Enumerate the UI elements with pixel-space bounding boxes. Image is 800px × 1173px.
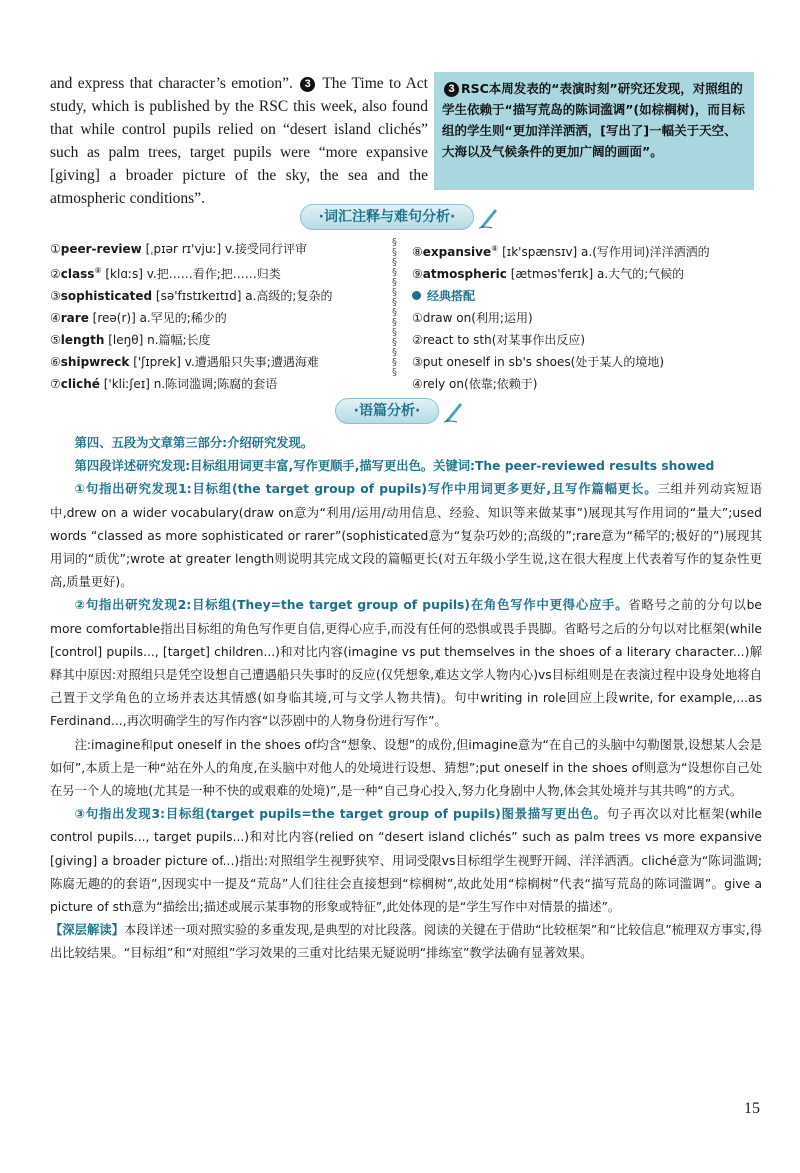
analysis-p1: 第四、五段为文章第三部分:介绍研究发现。 [74, 436, 314, 450]
analysis-section-header [280, 398, 520, 424]
collocation-item: ④rely on(依靠;依赖于) [412, 377, 538, 391]
sentence-marker-3: 3 [300, 77, 315, 92]
pen-icon [478, 205, 500, 229]
vocab-item: ③sophisticated [sə'fɪstɪkeɪtɪd] a.高级的;复杂的 [50, 289, 333, 303]
column-divider: § § § § § § § § § § § § § § [392, 237, 397, 378]
vocab-item: ⑤length [leŋθ] n.篇幅;长度 [50, 333, 211, 347]
translation-marker: 3 [444, 82, 459, 97]
collocation-item: ①draw on(利用;运用) [412, 311, 533, 325]
vocab-item: ⑨atmospheric [ætməs'ferɪk] a.大气的;气候的 [412, 267, 685, 281]
vocab-item: ⑧expansive⑧ [ɪk'spænsɪv] a.(写作用词)洋洋洒洒的 [412, 244, 710, 259]
vocab-item: ⑦cliché ['kliːʃeɪ] n.陈词滥调;陈腐的套语 [50, 377, 278, 391]
deep-reading: 【深层解读】本段详述一项对照实验的多重发现,是典型的对比段落。阅读的关键在于借助“比较框架”和“比较信息”梳理双方事实,得出比较结果。“目标组”和“对照组”学习效果的三重对比结果无疑说明“排练室”教学法确有显著效果。 [50, 923, 762, 961]
collocations-header: 经典搭配 [412, 285, 710, 307]
discourse-analysis [50, 432, 762, 966]
page-number: 15 [744, 1100, 760, 1117]
analysis-p2: 第四段详述研究发现:目标组用词更丰富,写作更顺手,描写更出色。关键词:The peer-reviewed results showed [74, 459, 715, 474]
vocab-item: ⑥shipwreck ['ʃɪprek] v.遭遇船只失事;遭遇海难 [50, 355, 319, 369]
bullet-icon [412, 291, 421, 300]
english-passage [50, 72, 428, 210]
analysis-p4: ②句指出研究发现2:目标组(They=the target group of pupils)在角色写作中更得心应手。省略号之前的分句以be more comfortable指出目标组的角色写作更自信,更得心应手,而没有任何的恐惧或畏手畏脚。省略号之后的分句以对比框架(while [control] pupils..., [target] children...)和对比内容(imagine vs put themselves in the shoes of a literary character...)解释其中原因:对照组只是凭空设想自己遭遇船只失事时的反应(仅凭想象,难达文学人物内心)vs目标组则是在表演过程中设身处地将自己置于文学角色的立场并表达其情感(如身临其境,可与文学人物共情)。句中writing in role回应上段write, for example,...as Ferdinand...,再次明确学生的写作内容“以莎剧中的人物身份进行写作”。 [50, 598, 762, 729]
vocab-item: ②class⑧ [klɑːs] v.把……看作;把……归类 [50, 266, 281, 281]
vocab-section-header [250, 204, 550, 230]
analysis-p6: ③句指出发现3:目标组(target pupils=the target group of pupils)图景描写更出色。句子再次以对比框架(while control pupils..., target pupils...)和对比内容(relied on “desert island clichés” such as palm trees vs more expansive [giving] a broader picture of...)指出:对照组学生视野狭窄、用词受限vs目标组学生视野开阔、洋洋洒洒。cliché意为“陈词滥调;陈腐无趣的的套语”,因现实中一提及“荒岛”人们往往会直接想到“棕榈树”,故此处用“棕榈树”代表“描写荒岛的陈词滥调”。give a picture of sth意为“描绘出;描述或展示某事物的形象或特征”,此处体现的是“学生写作中对情景的描述”。 [50, 807, 762, 915]
passage-line1a: and express that character’s emotion”. [50, 75, 293, 92]
passage-line1b: The Time to Act [322, 75, 428, 92]
vocab-item: ④rare [reə(r)] a.罕见的;稀少的 [50, 311, 227, 325]
vocab-list-right [412, 238, 710, 395]
analysis-note: 注:imagine和put oneself in the shoes of均含“想象、设想”的成份,但imagine意为“在自己的头脑中勾勒图景,设想某人会是如何”,本质上是一种“站在外人的角度,在头脑中对他人的处境进行设想、猜想”;put oneself in the shoes of则意为“设想你自己处在另一个人的境地(尤其是一种不快的或艰难的处境)”,是一种“自己身心投入,努力化身剧中人物,体会其处境并与其共鸣”的方式。 [50, 737, 762, 799]
vocab-item: ①peer-review [ˌpɪər rɪ'vjuː] v.接受同行评审 [50, 242, 308, 256]
translation-text: RSC本周发表的“表演时刻”研究还发现，对照组的学生依赖于“描写荒岛的陈词滥调”(如棕榈树)，而目标组的学生则“更加洋洋洒洒，[写出了]一幅关于天空、大海以及气候条件的更加广阔的画面”。 [442, 81, 745, 159]
collocation-item: ③put oneself in sb's shoes(处于某人的境地) [412, 355, 665, 369]
passage-rest: study, which is published by the RSC this week, also found that while control pupils relied on “desert island clichés” such as palm trees, target pupils were “more expansive [giving] a broader picture of the sky, the sea and the atmospheric conditions”. [50, 98, 428, 207]
analysis-p3: ①句指出研究发现1:目标组(the target group of pupils)写作中用词更多更好,且写作篇幅更长。三组并列动宾短语中,drew on a wider vocabulary(draw on意为“利用/运用/动用信息、经验、知识等来做某事”)展现其写作用词的“量大”;used words “classed as more sophisticated or rarer”(sophisticated意为“复杂巧妙的;高级的”;rare意为“稀罕的;极好的”)展现其用词的“质优”;wrote at greater length则说明其完成文段的篇幅更长(对五年级小学生说,这在很大程度上代表着写作的复杂性更高,质量更好)。 [50, 482, 762, 590]
collocation-item: ②react to sth(对某事作出反应) [412, 333, 586, 347]
vocab-list-left [50, 238, 332, 395]
translation-box [434, 72, 754, 190]
analysis-section-title: ·语篇分析· [335, 398, 440, 424]
vocab-section-title: ·词汇注释与难句分析· [300, 204, 475, 230]
pen-icon [443, 399, 465, 423]
